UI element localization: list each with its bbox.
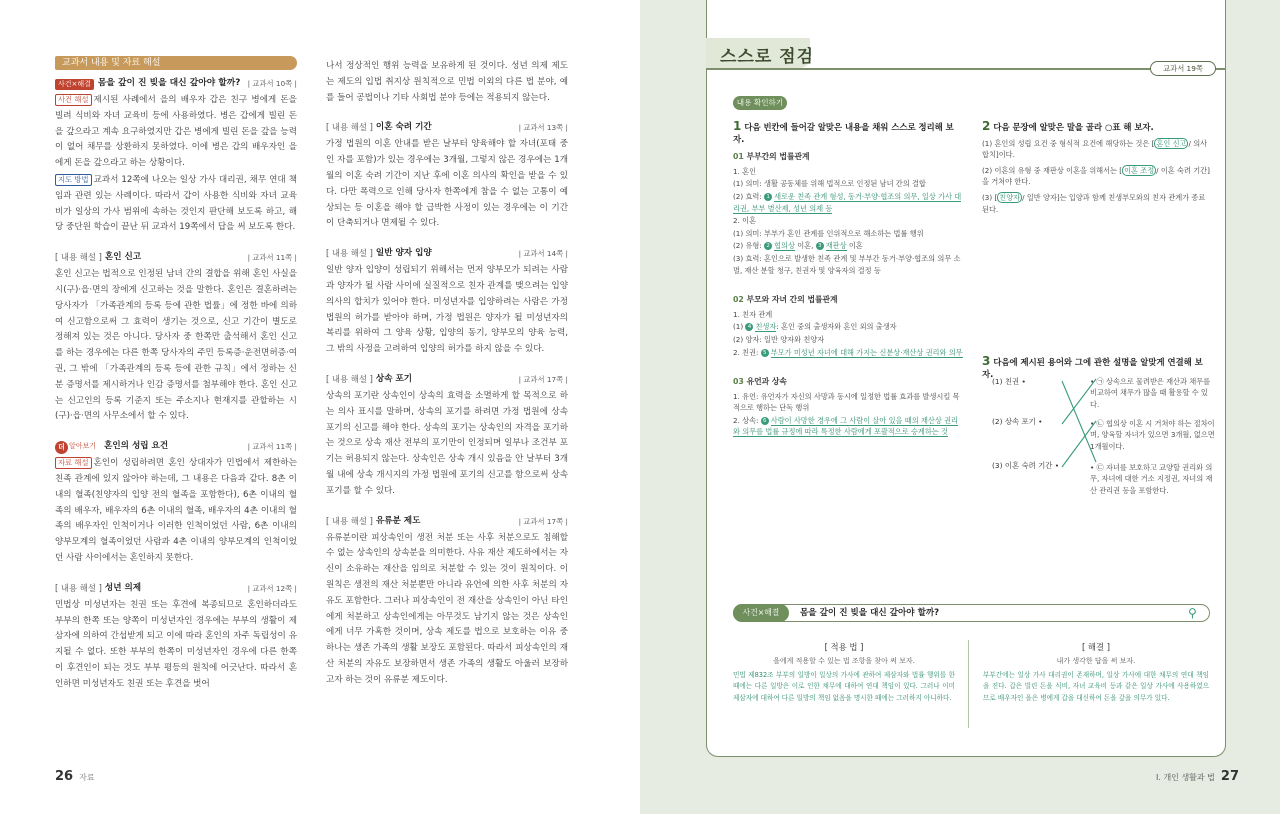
- subhead-1: [733, 151, 963, 163]
- subhead-2: [733, 294, 963, 306]
- question-1: [733, 121, 963, 439]
- match-description: • ㉡ 협의상 이혼 시 거쳐야 하는 절차이며, 양육할 자녀가 있으면 3개월, 없으면 1개월이다.: [1090, 419, 1215, 451]
- item-prefix: (1) 혼인의 성립 요건 중 형식적 요건에 해당하는 것은 [: [982, 138, 1155, 148]
- case-ref: | 교과서 10쪽 |: [247, 79, 297, 89]
- case-chip-1: 사건 해설: [55, 94, 92, 106]
- section-heading-adoption: [326, 246, 568, 262]
- case-solution-prompt: 내가 생각한 답을 써 보자.: [1056, 656, 1136, 665]
- blank-5-marker-icon: 5: [761, 349, 769, 357]
- answer-4: 친생자: [755, 322, 777, 332]
- case-chip-2: 지도 방법: [55, 174, 92, 186]
- blank-3-marker-icon: 3: [816, 242, 824, 250]
- line: [733, 415, 963, 438]
- line-prefix: 2. 친권:: [733, 347, 759, 357]
- case-law-column: [733, 642, 955, 705]
- page-number-left: [55, 769, 95, 784]
- line-prefix: (2) 유형:: [733, 241, 762, 251]
- answer-6: 사람이 사망한 경우에 그 사람이 살아 있을 때의 재산상 권리와 의무를 법률 규정에 따라 특정한 사람에게 포괄적으로 승계하는 것: [733, 415, 958, 437]
- section-heading-renunciation: [326, 372, 568, 388]
- case-title: 몸을 갚이 진 빚을 대신 갚아야 할까?: [97, 78, 241, 89]
- continued-paragraph: 나서 정상적인 행위 능력을 보유하게 된 것이다. 성년 의제 제도는 제도의 입법 취지상 원칙적으로 민법 이외의 다른 법 분야, 예를 들어 공법이나 기타 사회법 분야 등에는 적용되지 않는다.: [326, 61, 568, 103]
- case-paragraph-1: [55, 93, 297, 172]
- section-ref: | 교과서 14쪽 |: [518, 249, 568, 259]
- question-text: 다음 문장에 알맞은 말을 골라 ○표 해 보자.: [993, 122, 1154, 132]
- question-2: [982, 121, 1212, 216]
- match-description: • ㉠ 상속으로 물려받은 재산과 채무를 비교하여 채무가 많을 때 활용할 수 있다.: [1090, 377, 1211, 409]
- circled-answer: 친양자: [999, 192, 1021, 202]
- section-band: 교과서 내용 및 자료 해설: [55, 56, 297, 70]
- section-bracket: [ 내용 해설 ]: [55, 252, 102, 263]
- material-chip: 자료 해설: [55, 457, 92, 469]
- blank-2-marker-icon: 2: [764, 242, 772, 250]
- circled-answer: 이혼 조정: [1124, 165, 1155, 175]
- left-column-1: [55, 56, 297, 693]
- section-bracket: [ 내용 해설 ]: [326, 122, 373, 133]
- subhead-number: 02: [733, 295, 744, 305]
- line: 2. 이혼: [733, 216, 757, 226]
- more-badge-icon: 더: [55, 441, 68, 454]
- question-1-heading: [733, 121, 963, 145]
- section-title: 혼인 신고: [104, 252, 142, 263]
- item-suffix: / 의사 합치]이다.: [982, 138, 1208, 160]
- line: (1) 의미: 생활 공동체를 위해 법적으로 인정된 남녀 간의 결합: [733, 179, 926, 189]
- line: (2) 양자: 일반 양자와 친양자: [733, 334, 825, 344]
- section-body: 민법상 미성년자는 친권 또는 후견에 복종되므로 혼인하더라도 부부의 한쪽 또는 양쪽이 미성년자인 경우에는 부부의 생활이 제삼자에 의하여 간섭받게 되고 이에 따라 혼인의 자주 독립성이 유지될 수 없다. 또한 부부의 한쪽이 미성년자인 경우에 다른 한쪽이 후견인이 되는 것도 부부 평등의 원칙에 어긋난다. 따라서 혼인하면 미성년자도 친권 또는 후견을 벗어: [55, 599, 297, 689]
- item: [982, 138, 1212, 161]
- subhead-3: [733, 376, 963, 388]
- question-2-heading: [982, 121, 1212, 134]
- line-prefix: (2) 효력:: [733, 191, 762, 201]
- case-law-prompt: 을에게 적용할 수 있는 법 조항을 찾아 써 보자.: [773, 656, 915, 665]
- line: [733, 321, 963, 333]
- subhead-text: 부부간의 법률관계: [746, 152, 810, 162]
- section-heading-forced-share: [326, 514, 568, 530]
- case-text-2: 교과서 12쪽에 나오는 일상 가사 대리권, 채무 연대 책임과 관련 있는 사례이다. 따라서 갑이 사용한 식비와 자녀 교육비가 일상의 가사 범위에 속하는 것인지 판단해 보도록 하고, 해당 중단원 학습이 끝난 뒤 교과서 19쪽에서 답을 써 보도록 한다.: [55, 174, 297, 233]
- case-tag: 사건×해결: [55, 79, 94, 90]
- line: 1. 친자 관계: [733, 309, 773, 319]
- page-label: 자료: [79, 773, 95, 782]
- section-ref: | 교과서 12쪽 |: [247, 583, 297, 593]
- section-bracket: [ 내용 해설 ]: [326, 248, 373, 259]
- item: [982, 192, 1212, 215]
- section-title: 이혼 숙려 기간: [375, 122, 432, 133]
- subhead-text: 부모와 자녀 간의 법률관계: [746, 295, 838, 305]
- line-suffix: 이혼: [848, 241, 863, 251]
- item-suffix: / 이혼 숙려 기간]을 거쳐야 한다.: [982, 165, 1210, 187]
- subhead-number: 03: [733, 377, 744, 387]
- subhead-text: 유언과 상속: [746, 377, 787, 387]
- page-number-right: [1156, 769, 1239, 784]
- item-suffix: / 일반 양자]는 입양과 함께 친생부모와의 친자 관계가 종료된다.: [982, 192, 1206, 214]
- case-paragraph-2: [55, 173, 297, 236]
- line: [733, 240, 963, 252]
- circled-answer: 혼인 신고: [1156, 138, 1187, 148]
- line: 1. 유언: 유언자가 자신의 사망과 동시에 일정한 법률 효과를 발생시킬 목적으로 행하는 단독 행위: [733, 391, 960, 413]
- section-body: 가정 법원의 이혼 안내를 받은 날부터 양육해야 할 자녀(포태 중인 자를 포함)가 있는 경우에는 3개월, 그렇지 않은 경우에는 1개월의 이혼 숙려 기간이 지난 후에 이혼 의사의 확인을 받을 수 있다. 다만 폭력으로 인해 당사자 한쪽에게 참을 수 없는 고통이 예상되는 등 이혼을 해야 할 급박한 사정이 있는 경우에는 이 기간이 단축되거나 면제될 수 있다.: [326, 139, 568, 229]
- line-suffix: : 혼인 중의 출생자와 혼인 외의 출생자: [776, 322, 897, 332]
- section-body: 상속의 포기란 상속인이 상속의 효력을 소멸하게 할 목적으로 하는 의사 표시를 말하며, 상속의 포기를 하려면 가정 법원에 상속 포기의 신고를 해야 한다. 상속의 포기는 상속인의 자격을 포기하는 것으로 상속 재산 전부의 포기만이 인정되며 일부나 조건부 포기는 허용되지 않는다. 상속인은 상속 개시 있음을 안 날부터 3개월 내에 상속 개시지의 가정 법원에 포기의 신고를 함으로써 상속 포기를 할 수 있다.: [326, 390, 568, 496]
- section-bracket: [ 내용 해설 ]: [326, 515, 373, 526]
- section-ref: | 교과서 17쪽 |: [518, 375, 568, 385]
- match-term: (3) 이혼 숙려 기간 •: [992, 461, 1060, 470]
- sub-section-pill: 내용 확인하기: [733, 96, 787, 110]
- section-body: [55, 456, 297, 567]
- case-solution-column: [983, 642, 1209, 705]
- item: [982, 165, 1212, 188]
- section-ref: | 교과서 13쪽 |: [518, 123, 568, 133]
- textbook-ref-pill: 교과서 19쪽: [1150, 61, 1216, 76]
- section-body: 유류분이란 피상속인이 생전 처분 또는 사후 처분으로도 침해할 수 없는 상속인의 상속분을 의미한다. 사유 재산 제도하에서는 자신이 소유하는 재산을 임의로 처분할 수 있는 것이 원칙이다. 이 원칙은 생전의 재산 처분뿐만 아니라 유언에 의한 사후 처분의 자유도 포함한다. 그러나 피상속인이 전 재산을 상속인이 아닌 타인에게 처분하고 상속인에게는 아무것도 남기지 않는 것은 상속인에게 너무 가혹한 것이며, 상속 제도를 법으로 보호하는 이유 중 하나는 생존 가족의 생활 보장도 포함된다. 따라서 피상속인의 재산 처분의 자유도 보장하면서 생존 가족의 생활도 아울러 보장하고자 하는 것이 유류분 제도이다.: [326, 532, 568, 685]
- item-prefix: (2) 이혼의 유형 중 재판상 이혼을 위해서는 [: [982, 165, 1123, 175]
- case-text-1: 제시된 사례에서 을의 배우자 갑은 친구 병에게 돈을 빌려 식비와 자녀 교육비 등에 사용하였다. 병은 갑에게 빌린 돈을 갚으라고 계속 요구하였지만 갑은 병에게 빌린 돈을 갚을 능력이 없어 채무를 상환하지 못하였다. 이에 병은 갑의 배우자인 을에게 돈을 갚으라고 하는 상황이다.: [55, 95, 297, 169]
- line: (3) 효력: 혼인으로 발생한 친족 관계 및 부부간 동거·부양·협조의 의무 소멸, 재산 분할 청구, 친권자 및 양육자의 결정 등: [733, 253, 961, 275]
- section-ref: | 교과서 11쪽 |: [247, 442, 297, 452]
- section-ref: | 교과서 17쪽 |: [518, 516, 568, 526]
- line: (1) 의미: 부부가 혼인 관계를 인위적으로 해소하는 법률 행위: [733, 228, 924, 238]
- question-number: 2: [982, 119, 991, 133]
- line-prefix: (1): [733, 322, 744, 332]
- section-body: 혼인 신고는 법적으로 인정된 남녀 간의 결합을 위해 혼인 사실을 시(구)·읍·면의 장에게 신고하는 것을 말한다. 혼인은 결혼하려는 당사자가 「가족관계의 등록 등에 관한 법률」에 정한 바에 의하여 신고함으로써 그 효력이 생기는 것으로, 신고 기간이 별도로 정해져 있는 것은 아니다. 당사자 중 한쪽만 출석해서 혼인 신고를 하는 경우에는 다른 한쪽 당사자의 주민 등록증·운전면허증·여권, 그 밖에 「가족관계의 등록 등에 관한 규칙」에서 정하는 신분 증명서를 제시하거나 인감 증명서를 첨부해야 한다. 혼인 신고는 신고인의 등록 기준지 또는 주소지나 현재지를 관할하는 시(구)·읍·면의 사무소에서 할 수 있다.: [55, 269, 297, 422]
- case-law-heading: [ 적용 법 ]: [824, 642, 864, 652]
- case-law-answer: 민법 제832조 부부의 일방이 일상의 가사에 관하여 제삼자와 법률 행위를 한 때에는 다른 일방은 이로 인한 채무에 대하여 연대 책임이 있다. 그러나 이미 제삼자에 대하여 다른 일방의 책임 없음을 명시한 때에는 그러하지 아니하다.: [733, 670, 955, 703]
- section-bracket: [ 내용 해설 ]: [55, 582, 102, 593]
- case-heading: [55, 76, 297, 92]
- section-title: 혼인의 성립 요건: [104, 441, 169, 452]
- section-title: 성년 의제: [104, 582, 142, 593]
- line-prefix: 2. 상속:: [733, 415, 759, 425]
- section-text: 혼인이 성립하려면 혼인 상대자가 민법에서 제한하는 친족 관계에 있지 않아야 하는데, 그 내용은 다음과 같다. 8촌 이내의 혈족(친양자의 입양 전의 혈족을 포함한다), 6촌 이내의 혈족의 배우자, 배우자의 6촌 이내의 혈족, 배우자의 4촌 이내의 혈족의 배우자인 인척이거나 이러한 인척이었던 사람, 6촌 이내의 양부모계의 혈족이었던 사람과 4촌 이내의 양부모계의 인척이었던 사람 사이에서는 혼인하지 못한다.: [55, 458, 297, 563]
- match-terms: [992, 376, 1062, 471]
- search-icon: ⚲: [1188, 606, 1197, 620]
- section-heading-adult-fiction: [55, 581, 297, 597]
- more-badge-text: 알아보기: [69, 442, 97, 451]
- page-number: 27: [1220, 769, 1239, 784]
- chapter-label: I. 개인 생활과 법: [1156, 773, 1215, 782]
- section-heading-divorce-period: [326, 120, 568, 136]
- match-term: (1) 친권 •: [992, 377, 1026, 386]
- match-description: • ㉢ 자녀를 보호하고 교양할 권리와 의무, 자녀에 대한 거소 지정권, 자녀의 재산 관리권 등을 포함한다.: [1090, 463, 1213, 495]
- page-title: 스스로 점검: [720, 47, 815, 67]
- question-number: 1: [733, 119, 742, 133]
- title-rule: [706, 68, 1226, 70]
- section-bracket: [ 내용 해설 ]: [326, 374, 373, 385]
- line: 1. 혼인: [733, 166, 757, 176]
- section-heading-marriage-requirements: [55, 439, 297, 455]
- answer-2: 협의상: [774, 241, 795, 251]
- question-text: 다음에 제시된 용어와 그에 관한 설명을 알맞게 연결해 보자.: [982, 357, 1203, 379]
- match-descriptions: [1090, 376, 1215, 496]
- answer-3: 재판상: [825, 241, 847, 251]
- left-column-2: [326, 58, 568, 689]
- item-prefix: (3) [: [982, 192, 998, 202]
- answer-5: 부모가 미성년 자녀에 대해 가지는 신분상·재산상 권리와 의무: [770, 347, 963, 357]
- case-solution-heading: [ 해결 ]: [1081, 642, 1111, 652]
- section-title: 일반 양자 입양: [375, 248, 432, 259]
- more-badge: [55, 439, 96, 455]
- blank-4-marker-icon: 4: [745, 323, 753, 331]
- section-title: 상속 포기: [375, 374, 413, 385]
- question-number: 3: [982, 354, 991, 368]
- case-label: 사건×해결: [733, 604, 789, 622]
- line-mid: 이혼,: [797, 241, 814, 251]
- section-body: 일반 양자 입양이 성립되기 위해서는 먼저 양부모가 되려는 사람과 양자가 될 사람 사이에 실질적으로 친자 관계를 맺으려는 입양 의사의 합치가 있어야 한다. 미성년자를 입양하려는 사람은 가정 법원의 허가를 받아야 하며, 가정 법원은 양자가 될 미성년자의 복리를 위하여 그 양육 상황, 입양의 동기, 양부모의 양육 능력, 그 밖의 사정을 고려하여 입양의 허가를 하지 않을 수 있다.: [326, 265, 568, 355]
- subhead-number: 01: [733, 152, 744, 162]
- section-ref: | 교과서 11쪽 |: [247, 253, 297, 263]
- page-number: 26: [55, 769, 74, 784]
- blank-1-marker-icon: 1: [764, 193, 772, 201]
- case-question: 몸을 갚이 진 빚을 대신 갚아야 할까?: [800, 608, 940, 618]
- section-heading-marriage-report: [55, 250, 297, 266]
- section-title: 유류분 제도: [375, 515, 421, 526]
- case-divider: [968, 640, 969, 728]
- question-text: 다음 빈칸에 들어갈 알맞은 내용을 채워 스스로 정리해 보자.: [733, 122, 954, 144]
- case-solution-answer: 부부간에는 일상 가사 대리권이 존재하며, 일상 가사에 대한 채무의 연대 책임을 진다. 갑은 빌린 돈을 식비, 자녀 교육비 등과 같은 일상 가사에 사용하였으므로 배우자인 을은 병에게 갑을 대신하여 돈을 갚을 의무가 있다.: [983, 670, 1209, 703]
- blank-6-marker-icon: 6: [761, 417, 769, 425]
- answer-1: 새로운 친족 관계 형성, 동거·부양·협조의 의무, 일상 가사 대리권, 부부 별산제, 성년 의제 등: [733, 191, 962, 213]
- line: [733, 191, 963, 214]
- match-term: (2) 상속 포기 •: [992, 417, 1043, 426]
- line: [733, 347, 963, 359]
